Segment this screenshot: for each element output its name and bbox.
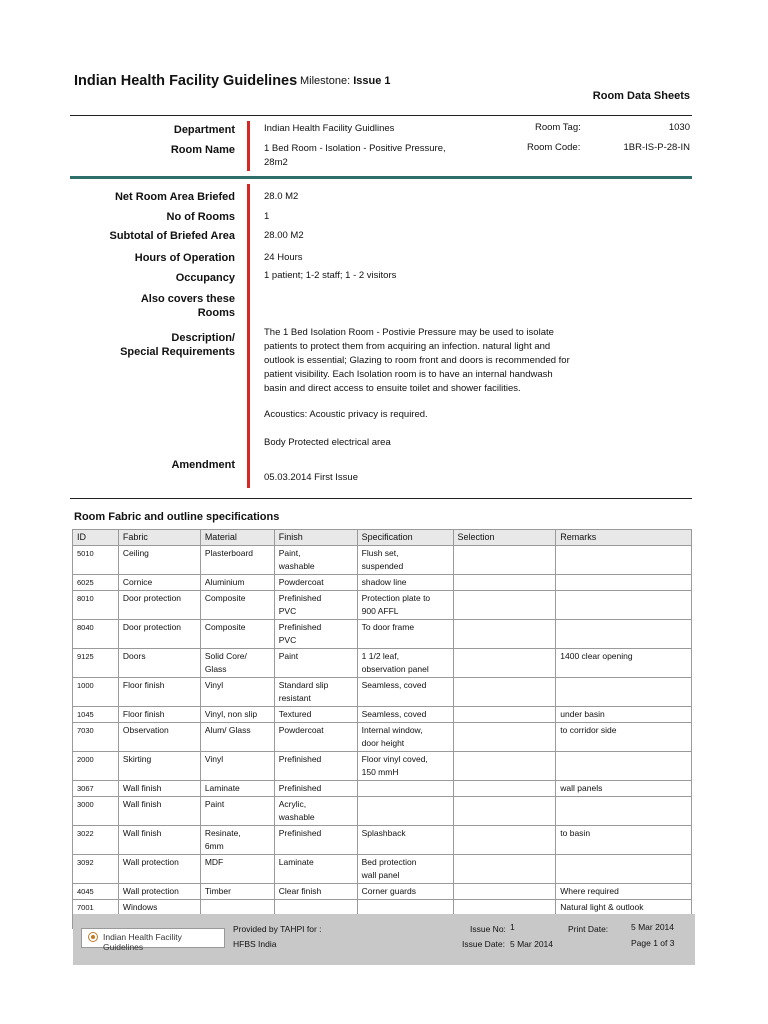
id-cell: 7001: [73, 900, 119, 929]
description-label-line: Description/: [171, 332, 235, 344]
room-name-label: Room Name: [170, 144, 235, 156]
finish-cell: Standard slip resistant: [274, 678, 357, 707]
remarks-cell: [556, 546, 692, 575]
finish-cell: Prefinished PVC: [274, 620, 357, 649]
specification-cell: 1 1/2 leaf, observation panel: [357, 649, 453, 678]
remarks-cell: [556, 855, 692, 884]
table-row: [73, 620, 692, 649]
id-cell: 3022: [73, 826, 119, 855]
net-area-value: 28.0 M2: [264, 191, 299, 202]
column-header: Specification: [357, 530, 453, 546]
description-label: [120, 331, 235, 359]
id-cell: 5010: [73, 546, 119, 575]
id-cell: 1000: [73, 678, 119, 707]
finish-cell: Paint, washable: [274, 546, 357, 575]
column-header: ID: [73, 530, 119, 546]
footer-bar: [73, 914, 695, 965]
remarks-cell: [556, 678, 692, 707]
column-header: Finish: [274, 530, 357, 546]
remarks-cell: [556, 620, 692, 649]
specification-cell: shadow line: [357, 575, 453, 591]
remarks-cell: Where required: [556, 884, 692, 900]
teal-divider: [70, 176, 692, 179]
material-cell: Aluminium: [200, 575, 274, 591]
table-row: [73, 826, 692, 855]
also-covers-line: Rooms: [197, 307, 235, 319]
description-line: The 1 Bed Isolation Room - Postivie Pressure may be used to isolate: [264, 327, 554, 338]
red-marker-top: [247, 121, 250, 171]
finish-cell: Prefinished: [274, 826, 357, 855]
id-cell: 4045: [73, 884, 119, 900]
fabric-cell: Windows: [118, 900, 200, 929]
material-cell: Vinyl: [200, 678, 274, 707]
selection-cell: [453, 855, 556, 884]
finish-cell: Prefinished: [274, 781, 357, 797]
room-tag-label: Room Tag:: [535, 122, 581, 133]
remarks-cell: [556, 797, 692, 826]
fabric-cell: Doors: [118, 649, 200, 678]
fabric-cell: Skirting: [118, 752, 200, 781]
issue-no-label: Issue No:: [470, 924, 506, 934]
id-cell: 6025: [73, 575, 119, 591]
material-cell: MDF: [200, 855, 274, 884]
selection-cell: [453, 591, 556, 620]
net-area-label: Net Room Area Briefed: [114, 191, 235, 203]
remarks-cell: [556, 575, 692, 591]
description-label-line: Special Requirements: [120, 346, 235, 358]
milestone-label: Milestone:: [300, 75, 351, 87]
room-code-value: 1BR-IS-P-28-IN: [623, 142, 690, 153]
specification-cell: Bed protection wall panel: [357, 855, 453, 884]
subtotal-value: 28.00 M2: [264, 230, 304, 241]
fabric-cell: Wall finish: [118, 781, 200, 797]
description-text: [264, 326, 570, 396]
description-line: outlook is essential; Glazing to room front and doors is recommended for: [264, 355, 570, 366]
issue-no-value: 1: [510, 922, 515, 932]
id-cell: 7030: [73, 723, 119, 752]
table-row: [73, 575, 692, 591]
fabric-cell: Ceiling: [118, 546, 200, 575]
id-cell: 1045: [73, 707, 119, 723]
table-row: [73, 591, 692, 620]
material-cell: Resinate, 6mm: [200, 826, 274, 855]
remarks-cell: Natural light & outlook: [556, 900, 692, 929]
selection-cell: [453, 781, 556, 797]
description-line: basin and direct access to ensuite toilet and shower facilities.: [264, 383, 521, 394]
id-cell: 8010: [73, 591, 119, 620]
finish-cell: Prefinished: [274, 752, 357, 781]
remarks-cell: [556, 752, 692, 781]
id-cell: 9125: [73, 649, 119, 678]
fabric-cell: Floor finish: [118, 707, 200, 723]
specification-cell: Protection plate to 900 AFFL: [357, 591, 453, 620]
milestone: [300, 75, 391, 87]
description-line: patients to protect them from acquiring an infection. natural light and: [264, 341, 551, 352]
selection-cell: [453, 797, 556, 826]
fabric-cell: Door protection: [118, 591, 200, 620]
fabric-cell: Floor finish: [118, 678, 200, 707]
finish-cell: Powdercoat: [274, 723, 357, 752]
material-cell: Paint: [200, 797, 274, 826]
footer-logo: [81, 928, 225, 952]
issue-date-label: Issue Date:: [462, 939, 505, 949]
id-cell: 3000: [73, 797, 119, 826]
specification-cell: [357, 781, 453, 797]
selection-cell: [453, 546, 556, 575]
material-cell: Alum/ Glass: [200, 723, 274, 752]
fabric-cell: Wall finish: [118, 797, 200, 826]
selection-cell: [453, 678, 556, 707]
material-cell: Laminate: [200, 781, 274, 797]
finish-cell: Prefinished PVC: [274, 591, 357, 620]
department-label: Department: [173, 124, 235, 136]
material-cell: Composite: [200, 620, 274, 649]
print-date-value: 5 Mar 2014: [631, 922, 674, 932]
hours-value: 24 Hours: [264, 252, 303, 263]
remarks-cell: to basin: [556, 826, 692, 855]
table-row: [73, 781, 692, 797]
specification-cell: Splashback: [357, 826, 453, 855]
id-cell: 2000: [73, 752, 119, 781]
no-rooms-value: 1: [264, 211, 270, 222]
remarks-cell: wall panels: [556, 781, 692, 797]
specification-cell: Flush set, suspended: [357, 546, 453, 575]
header-divider: [70, 115, 692, 116]
hours-label: Hours of Operation: [134, 252, 235, 264]
table-row: [73, 707, 692, 723]
table-row: [73, 855, 692, 884]
material-cell: Solid Core/ Glass: [200, 649, 274, 678]
specification-cell: Internal window, door height: [357, 723, 453, 752]
material-cell: Vinyl: [200, 752, 274, 781]
specification-cell: Seamless, coved: [357, 678, 453, 707]
finish-cell: Textured: [274, 707, 357, 723]
finish-cell: Paint: [274, 649, 357, 678]
description-line: patient visibility. Each Isolation room is to have an internal handwash: [264, 369, 553, 380]
red-marker-details: [247, 184, 250, 488]
remarks-cell: to corridor side: [556, 723, 692, 752]
provided-by: Provided by TAHPI for :: [233, 924, 322, 934]
table-header-row: [73, 530, 692, 546]
occupancy-label: Occupancy: [175, 272, 235, 284]
milestone-value: Issue 1: [353, 75, 391, 87]
selection-cell: [453, 707, 556, 723]
selection-cell: [453, 826, 556, 855]
remarks-cell: under basin: [556, 707, 692, 723]
subtotal-label: Subtotal of Briefed Area: [109, 230, 235, 242]
document-type: Room Data Sheets: [592, 90, 690, 102]
also-covers-label: [141, 292, 235, 320]
page-number: Page 1 of 3: [631, 938, 675, 948]
material-cell: Composite: [200, 591, 274, 620]
finish-cell: Acrylic, washable: [274, 797, 357, 826]
room-tag-value: 1030: [668, 122, 690, 133]
electrical-note: Body Protected electrical area: [264, 437, 391, 448]
id-cell: 8040: [73, 620, 119, 649]
specification-cell: Seamless, coved: [357, 707, 453, 723]
material-cell: Vinyl, non slip: [200, 707, 274, 723]
room-name-line: 1 Bed Room - Isolation - Positive Pressure,: [264, 143, 446, 154]
room-name-value: [264, 142, 446, 170]
table-row: [73, 884, 692, 900]
print-date-label: Print Date:: [568, 924, 609, 934]
column-header: Material: [200, 530, 274, 546]
selection-cell: [453, 575, 556, 591]
occupancy-value: 1 patient; 1-2 staff; 1 - 2 visitors: [264, 270, 397, 281]
fabric-cell: Cornice: [118, 575, 200, 591]
table-row: [73, 797, 692, 826]
table-row: [73, 678, 692, 707]
material-cell: Plasterboard: [200, 546, 274, 575]
selection-cell: [453, 620, 556, 649]
fabric-cell: Door protection: [118, 620, 200, 649]
no-rooms-label: No of Rooms: [166, 211, 235, 223]
specification-cell: Corner guards: [357, 884, 453, 900]
issue-date-value: 5 Mar 2014: [510, 939, 553, 949]
spec-table: [72, 529, 692, 929]
remarks-cell: 1400 clear opening: [556, 649, 692, 678]
fabric-cell: Wall finish: [118, 826, 200, 855]
table-row: [73, 723, 692, 752]
details-divider: [70, 498, 692, 499]
acoustics-note: Acoustics: Acoustic privacy is required.: [264, 409, 428, 420]
column-header: Selection: [453, 530, 556, 546]
room-name-line: 28m2: [264, 157, 288, 168]
specification-cell: [357, 797, 453, 826]
section-title: Room Fabric and outline specifications: [74, 511, 280, 523]
amendment-label: Amendment: [171, 459, 235, 471]
specification-cell: Floor vinyl coved, 150 mmH: [357, 752, 453, 781]
amendment-value: 05.03.2014 First Issue: [264, 472, 358, 483]
finish-cell: Powdercoat: [274, 575, 357, 591]
finish-cell: Clear finish: [274, 884, 357, 900]
id-cell: 3067: [73, 781, 119, 797]
column-header: Remarks: [556, 530, 692, 546]
fabric-cell: Wall protection: [118, 855, 200, 884]
fabric-cell: Observation: [118, 723, 200, 752]
selection-cell: [453, 649, 556, 678]
finish-cell: Laminate: [274, 855, 357, 884]
also-covers-line: Also covers these: [140, 293, 235, 305]
id-cell: 3092: [73, 855, 119, 884]
specification-cell: To door frame: [357, 620, 453, 649]
table-row: [73, 649, 692, 678]
column-header: Fabric: [118, 530, 200, 546]
selection-cell: [453, 884, 556, 900]
document-title: Indian Health Facility Guidelines: [74, 73, 298, 89]
selection-cell: [453, 723, 556, 752]
department-value: Indian Health Facility Guidlines: [264, 123, 395, 134]
material-cell: Timber: [200, 884, 274, 900]
org-name: HFBS India: [233, 939, 277, 949]
table-row: [73, 546, 692, 575]
table-row: [73, 752, 692, 781]
room-code-label: Room Code:: [527, 142, 581, 153]
logo-emblem-icon: [88, 932, 98, 942]
remarks-cell: [556, 591, 692, 620]
fabric-cell: Wall protection: [118, 884, 200, 900]
selection-cell: [453, 752, 556, 781]
logo-text: Indian Health Facility Guidelines: [103, 932, 182, 952]
